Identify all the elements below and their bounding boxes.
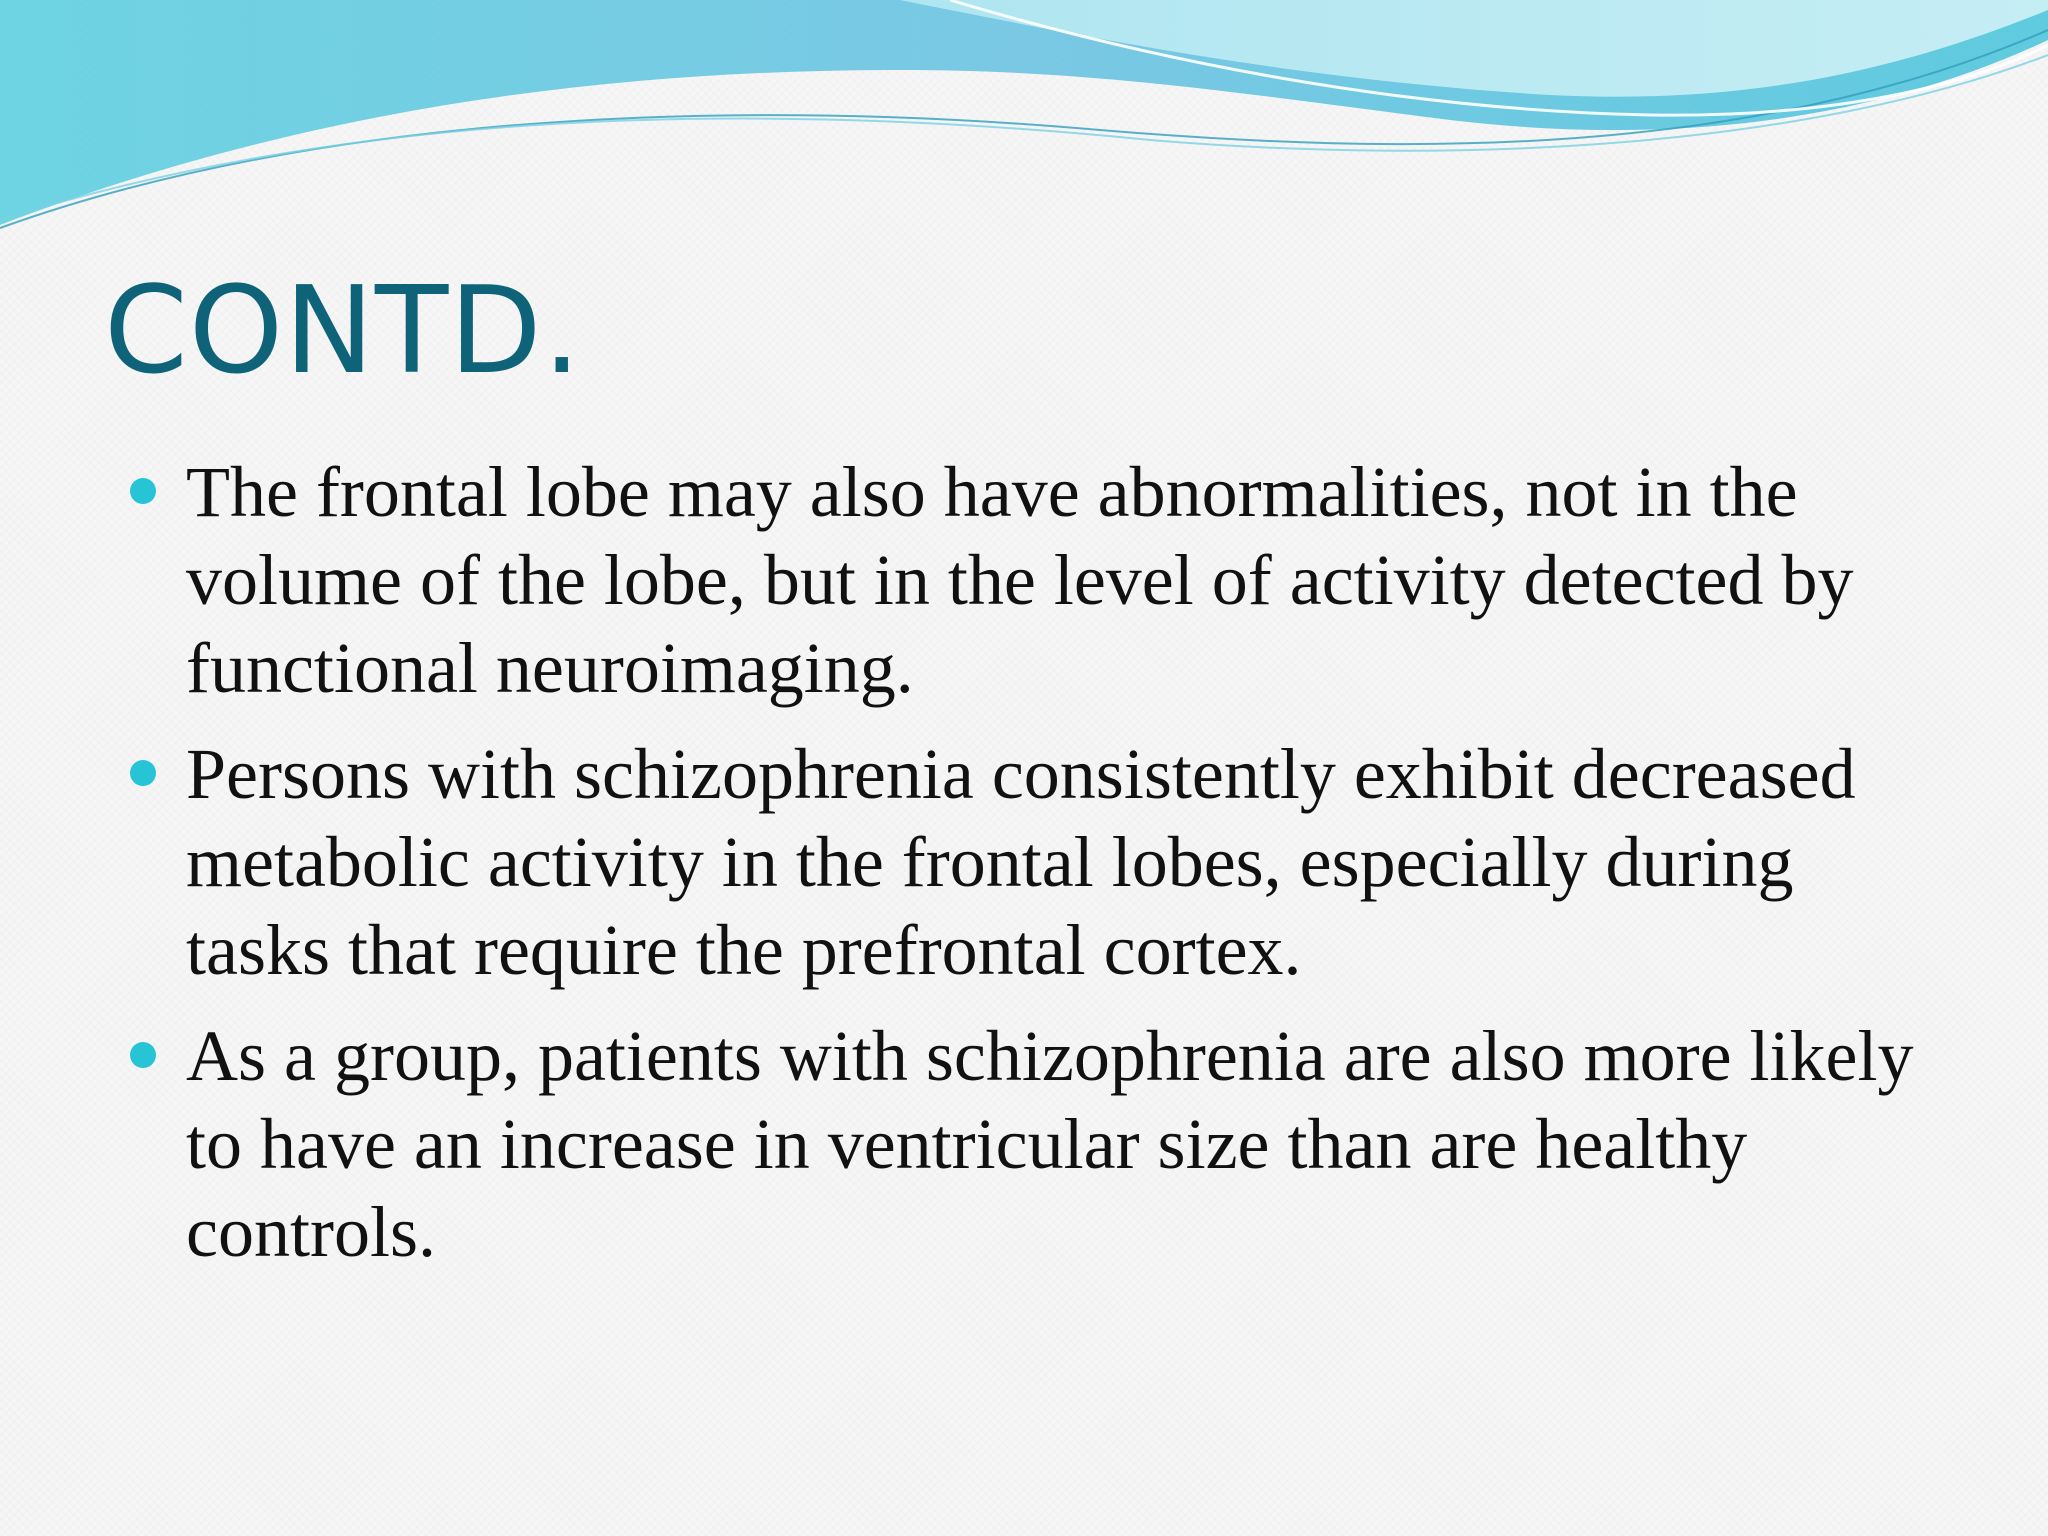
bullet-item-frontal-lobe: [130, 448, 1920, 712]
header-wave-decoration: [0, 0, 2048, 240]
bullet-list: [130, 448, 1920, 1294]
bullet-text: Persons with schizophrenia consistently exhibit decreased metabolic activity in the frontal lobes, especially during tasks that require the prefrontal cortex.: [186, 734, 1856, 990]
bullet-dot-icon: [130, 760, 156, 786]
bullet-text: As a group, patients with schizophrenia are also more likely to have an increase in ventricular size than are healthy controls.: [186, 1016, 1914, 1272]
bullet-text: The frontal lobe may also have abnormalities, not in the volume of the lobe, but in the level of activity detected by functional neuroimaging.: [186, 452, 1854, 708]
bullet-dot-icon: [130, 1042, 156, 1068]
bullet-dot-icon: [130, 478, 156, 504]
bullet-item-ventricular-size: [130, 1012, 1920, 1276]
bullet-item-metabolic-activity: [130, 730, 1920, 994]
slide-title: CONTD.: [104, 262, 582, 401]
